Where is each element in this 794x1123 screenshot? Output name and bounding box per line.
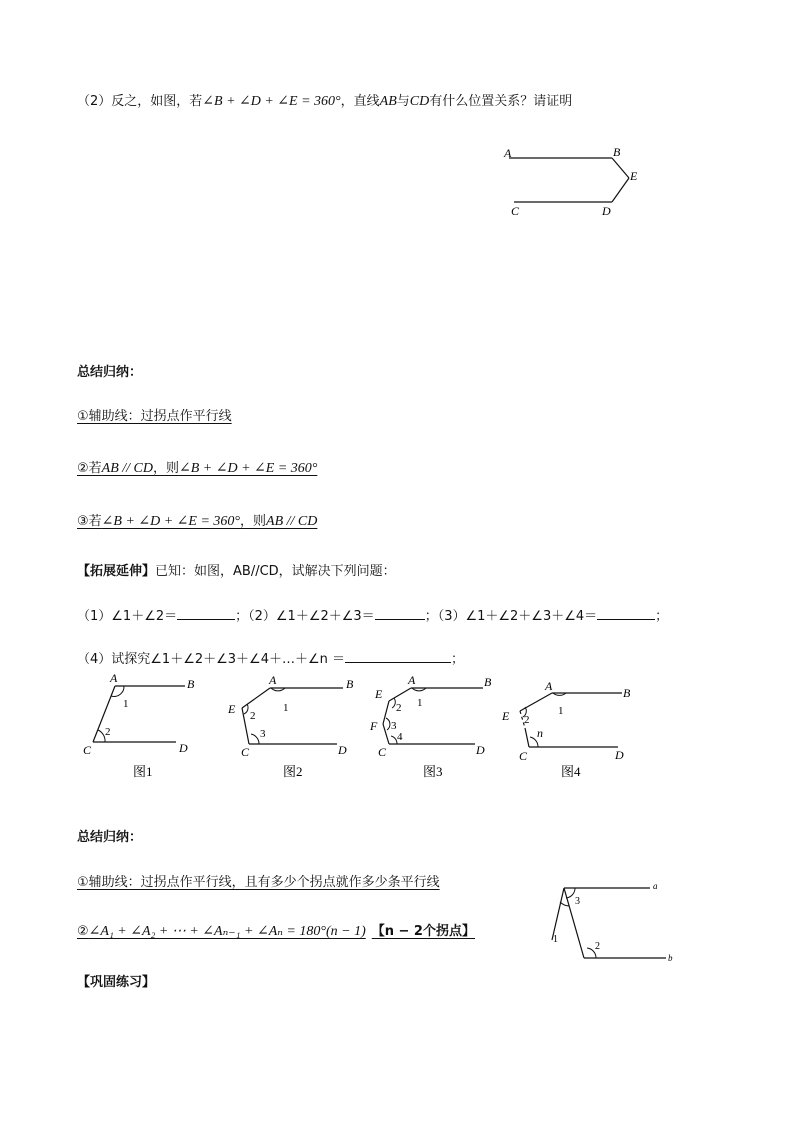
summary2-heading: 总结归纳：	[77, 830, 143, 845]
f1-label-C: C	[83, 743, 92, 757]
ab-angle-1: 1	[553, 934, 558, 945]
ab-angle-2: 2	[595, 941, 600, 952]
ab-angle-3: 3	[575, 896, 580, 907]
q2-suffix: 有什么位置关系？请证明	[429, 94, 573, 109]
figure-3	[365, 668, 505, 783]
summary2-item2	[77, 920, 475, 940]
q2-formula: ∠B + ∠D + ∠E = 360°	[202, 94, 341, 109]
f4-label-E: E	[502, 709, 510, 723]
ext-q4-end: ；	[451, 652, 465, 667]
item2-pre: ②若	[77, 461, 102, 476]
answer-blank-3[interactable]	[597, 607, 655, 620]
label-E: E	[630, 169, 638, 183]
ab-label-a: a	[653, 881, 658, 891]
f4-label-C: C	[519, 749, 528, 763]
f4-label-B: B	[623, 686, 631, 700]
f3-angle-4: 4	[397, 731, 403, 743]
summary1-item3	[77, 510, 317, 530]
summary2-item1: ①辅助线：过拐点作平行线，且有多少个拐点就作多少条平行线	[77, 875, 440, 890]
item3-pre: ③若	[77, 514, 102, 529]
extension-intro	[77, 560, 396, 579]
f2-label-C: C	[241, 745, 250, 759]
item2-result: ∠B + ∠D + ∠E = 360°	[179, 461, 318, 476]
f2-angle-3: 3	[260, 728, 266, 740]
f4-angle-1: 1	[558, 705, 564, 717]
figure-abcde	[495, 140, 645, 225]
f3-label-E: E	[375, 687, 383, 701]
f3-caption: 图3	[423, 764, 443, 779]
f2-angle-2: 2	[250, 710, 256, 722]
f3-angle-3: 3	[391, 720, 397, 732]
f2-angle-1: 1	[283, 702, 289, 714]
f3-label-C: C	[378, 745, 387, 759]
summary2-formula: ∠A₁ + ∠A₂ + ⋯ + ∠Aₙ₋₁ + ∠Aₙ = 180°(n − 1)	[88, 924, 366, 939]
label-D: D	[602, 204, 611, 218]
label-A: A	[504, 146, 512, 160]
answer-blank-1[interactable]	[177, 607, 235, 620]
summary1-item1: ①辅助线：过拐点作平行线	[77, 409, 232, 424]
f4-angle-n: n	[537, 726, 543, 740]
item3-cond: ∠B + ∠D + ∠E = 360°	[101, 514, 241, 529]
summary2-item2-pre: ②	[77, 924, 89, 939]
consolidate-heading: 【巩固练习】	[77, 975, 156, 990]
f3-label-D: D	[476, 743, 485, 757]
ext-q4: （4）试探究∠1＋∠2＋∠3＋∠4＋…＋∠n ＝	[77, 652, 345, 667]
extension-q4	[77, 648, 464, 667]
f1-angle-1: 1	[123, 698, 129, 710]
f2-caption: 图2	[283, 764, 303, 779]
item3-mid: ，则	[240, 514, 267, 529]
summary1-heading: 总结归纳：	[77, 365, 143, 380]
q2-mid: ，直线	[340, 94, 380, 109]
f4-caption: 图4	[561, 764, 581, 779]
f3-label-A: A	[408, 673, 416, 687]
extension-q1-q3	[77, 605, 668, 624]
ext-q3: ；（3）∠1＋∠2＋∠3＋∠4＝	[424, 609, 598, 624]
label-C: C	[511, 204, 520, 218]
f1-angle-2: 2	[105, 726, 111, 738]
figure-1	[78, 668, 203, 783]
figure-2	[225, 668, 365, 783]
f2-label-E: E	[228, 702, 236, 716]
f2-label-D: D	[338, 743, 347, 757]
ext-q3-end: ；	[655, 609, 669, 624]
figure-ab	[538, 876, 688, 968]
item2-cond: AB // CD	[101, 461, 153, 476]
summary2-note: 【n − 2个拐点】	[371, 924, 475, 939]
f1-label-D: D	[179, 741, 188, 755]
f4-angle-2: 2	[524, 714, 530, 726]
f4-label-D: D	[615, 748, 624, 762]
f1-caption: 图1	[133, 764, 153, 779]
f3-label-F: F	[370, 719, 378, 733]
answer-blank-2[interactable]	[375, 607, 425, 620]
f3-angle-2: 2	[396, 702, 402, 714]
f2-label-B: B	[346, 677, 354, 691]
f3-label-B: B	[484, 675, 492, 689]
ext-q1: （1）∠1＋∠2＝	[77, 609, 178, 624]
q2-cd: CD	[409, 94, 430, 109]
f2-label-A: A	[269, 673, 277, 687]
q2-prefix: （2）反之，如图，若	[77, 94, 203, 109]
extension-bracket: 【拓展延伸】	[77, 564, 156, 579]
f4-label-A: A	[545, 679, 553, 693]
f1-label-A: A	[110, 671, 118, 685]
f1-label-B: B	[187, 677, 195, 691]
f3-angle-1: 1	[417, 697, 423, 709]
figure-4	[500, 668, 640, 783]
ext-q2: ；（2）∠1＋∠2＋∠3＝	[235, 609, 375, 624]
answer-blank-4[interactable]	[345, 650, 451, 663]
summary1-item2	[77, 457, 317, 477]
ab-label-b: b	[668, 953, 673, 963]
question-2	[77, 90, 572, 110]
q2-yu: 与	[396, 94, 410, 109]
item3-result: AB // CD	[266, 514, 318, 529]
label-B: B	[613, 145, 621, 159]
extension-text: 已知：如图，AB//CD，试解决下列问题：	[155, 564, 396, 579]
item2-mid: ，则	[153, 461, 180, 476]
q2-ab: AB	[379, 94, 397, 109]
